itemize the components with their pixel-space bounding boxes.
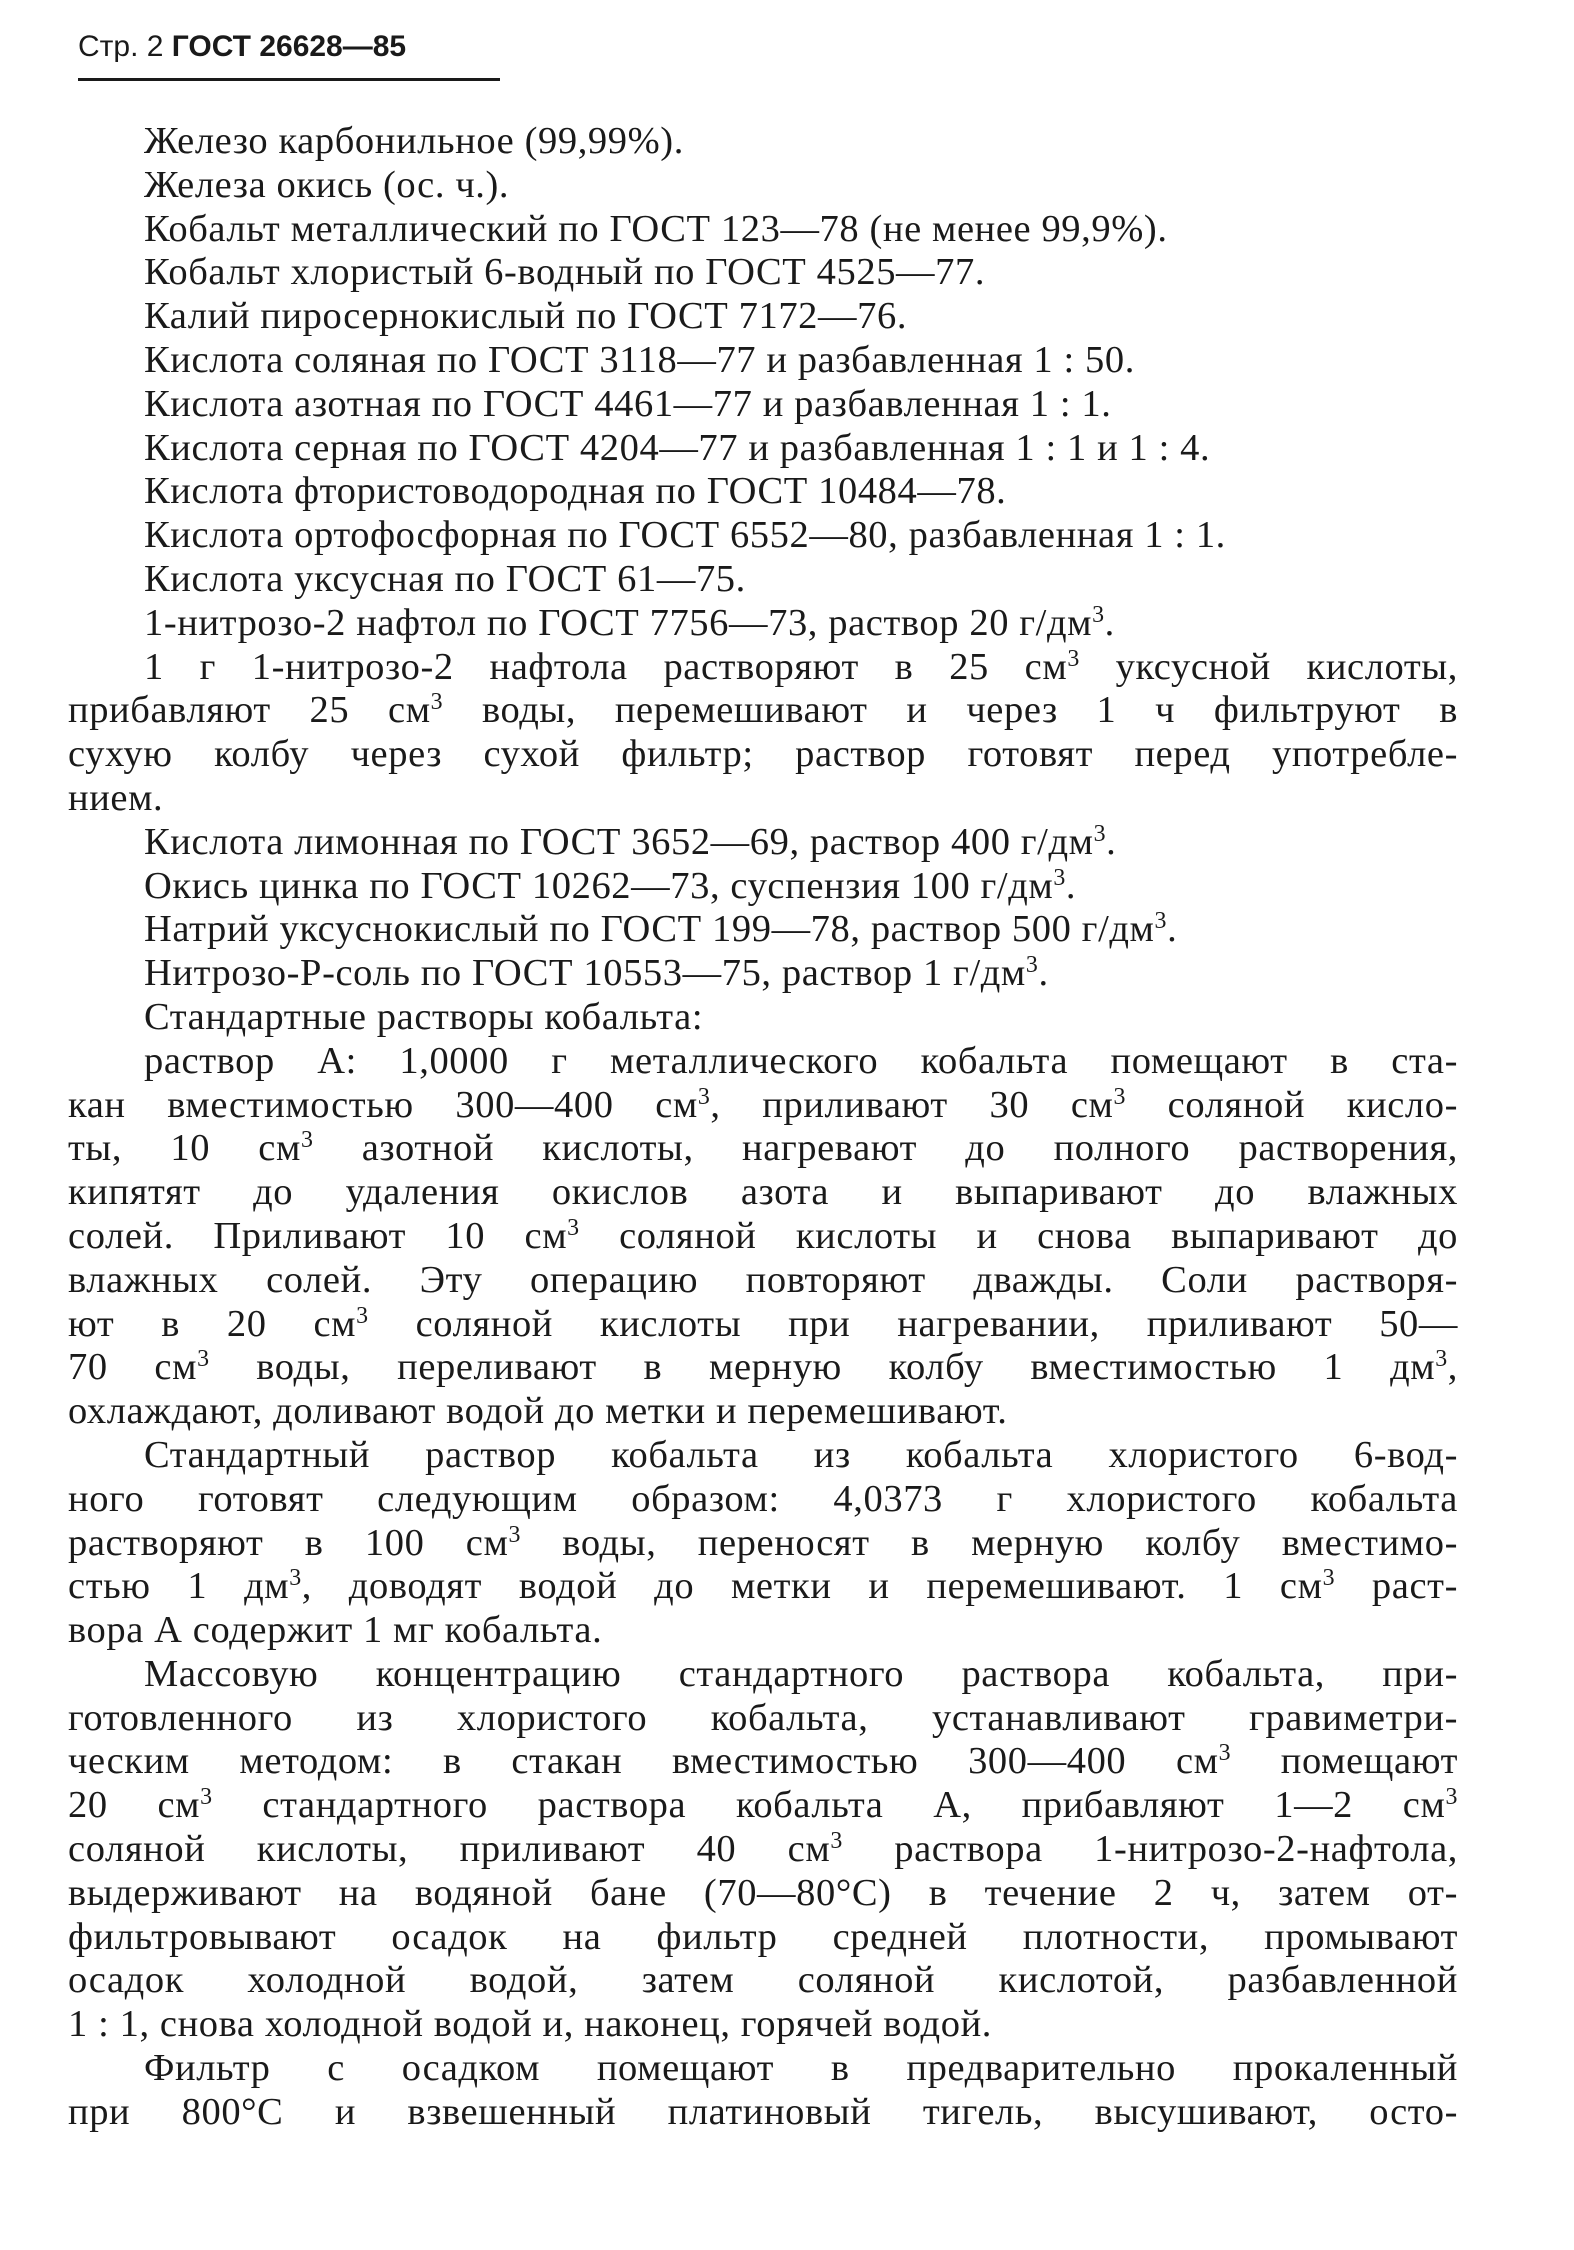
paragraph-line: растворяют в 100 $см^3$ воды, переносят в мерную колбу вместимо- — [68, 1521, 1459, 1564]
paragraph-line: 1 : 1, снова холодной водой и, наконец, горячей водой. — [68, 2003, 993, 2046]
paragraph-line: 70 $см^3$ воды, переливают в мерную колбу вместимостью 1 $дм^3$, — [68, 1346, 1458, 1389]
reagent-line: Нитрозо-Р-соль по ГОСТ 10553—75, раствор 1 $г/дм^3$. — [144, 952, 1049, 995]
paragraph-line: Массовую концентрацию стандартного раствора кобальта, при- — [144, 1652, 1458, 1695]
standard-number: ГОСТ 26628—85 — [171, 30, 407, 63]
reagent-line: Железа окись (ос. ч.). — [144, 163, 510, 206]
paragraph-line: ного готовят следующим образом: 4,0373 г хлористого кобальта — [68, 1477, 1458, 1520]
reagent-line: Железо карбонильное (99,99%). — [144, 120, 684, 162]
paragraph-line: сухую колбу через сухой фильтр; раствор готовят перед употребле- — [68, 733, 1458, 776]
paragraph-line: влажных солей. Эту операцию повторяют дважды. Соли растворя- — [68, 1258, 1458, 1301]
reagent-line: Натрий уксуснокислый по ГОСТ 199—78, раствор 500 $г/дм^3$. — [144, 908, 1178, 951]
paragraph-line: вора А содержит 1 мг кобальта. — [68, 1609, 603, 1652]
paragraph-line: готовленного из хлористого кобальта, устанавливают гравиметри- — [68, 1696, 1458, 1739]
paragraph-line: стью 1 $дм^3$, доводят водой до метки и перемешивают. 1 $см^3$ раст- — [68, 1565, 1458, 1608]
paragraph-line: кан вместимостью 300—400 $см^3$, приливают 30 $см^3$ соляной кисло- — [68, 1083, 1459, 1126]
reagent-line: Кислота фтористоводородная по ГОСТ 10484—78. — [144, 470, 1007, 513]
paragraph-line: 1 г 1-нитрозо-2 нафтола растворяют в 25 $см^3$ уксусной кислоты, — [144, 645, 1458, 688]
reagent-line: Окись цинка по ГОСТ 10262—73, суспензия 100 $г/дм^3$. — [144, 864, 1077, 907]
reagent-line: 1-нитрозо-2 нафтол по ГОСТ 7756—73, раствор 20 $г/дм^3$. — [144, 601, 1115, 644]
paragraph-line: Стандартный раствор кобальта из кобальта хлористого 6-вод- — [144, 1433, 1458, 1476]
paragraph-line: фильтровывают осадок на фильтр средней плотности, промывают — [68, 1915, 1458, 1958]
paragraph-line: 20 $см^3$ стандартного раствора кобальта А, прибавляют 1—2 $см^3$ — [68, 1784, 1458, 1827]
reagent-line: Кислота соляная по ГОСТ 3118—77 и разбавленная 1 : 50. — [144, 338, 1135, 381]
paragraph-line: нием. — [68, 776, 164, 819]
paragraph-line: ческим методом: в стакан вместимостью 300—400 $см^3$ помещают — [68, 1740, 1458, 1783]
reagent-line: Кислота уксусная по ГОСТ 61—75. — [144, 557, 746, 600]
page-number: Стр. 2 — [78, 30, 164, 63]
paragraph-line: охлаждают, доливают водой до метки и перемешивают. — [68, 1390, 1008, 1433]
section-heading: Стандартные растворы кобальта: — [144, 995, 704, 1038]
paragraph-line: раствор А: 1,0000 г металлического кобальта помещают в ста- — [144, 1039, 1458, 1082]
paragraph-line: ты, 10 $см^3$ азотной кислоты, нагревают до полного растворения, — [68, 1127, 1459, 1170]
paragraph-line: Фильтр с осадком помещают в предварительно прокаленный — [144, 2047, 1458, 2090]
paragraph-line: осадок холодной водой, затем соляной кислотой, разбавленной — [68, 1959, 1458, 2002]
paragraph-line: солей. Приливают 10 $см^3$ соляной кислоты и снова выпаривают до — [68, 1214, 1459, 1257]
reagent-line: Кобальт металлический по ГОСТ 123—78 (не менее 99,9%). — [144, 207, 1168, 250]
reagent-line: Кислота лимонная по ГОСТ 3652—69, раствор 400 $г/дм^3$. — [144, 820, 1117, 863]
reagent-line: Кислота азотная по ГОСТ 4461—77 и разбавленная 1 : 1. — [144, 382, 1112, 425]
reagent-line: Кобальт хлористый 6-водный по ГОСТ 4525—77. — [144, 251, 986, 294]
reagent-line: Кислота ортофосфорная по ГОСТ 6552—80, разбавленная 1 : 1. — [144, 514, 1226, 557]
paragraph-line: при 800°С и взвешенный платиновый тигель, высушивают, осто- — [68, 2090, 1458, 2133]
document-body — [68, 120, 1458, 2135]
paragraph-line: кипятят до удаления окислов азота и выпаривают до влажных — [68, 1171, 1458, 1214]
reagent-line: Кислота серная по ГОСТ 4204—77 и разбавленная 1 : 1 и 1 : 4. — [144, 426, 1211, 469]
paragraph-line: прибавляют 25 $см^3$ воды, перемешивают и через 1 ч фильтруют в — [68, 689, 1459, 732]
paragraph-line: выдерживают на водяной бане (70—80°С) в течение 2 ч, затем от- — [68, 1871, 1458, 1914]
reagent-line: Калий пиросернокислый по ГОСТ 7172—76. — [144, 295, 908, 338]
page-header — [78, 22, 500, 81]
paragraph-line: ют в 20 $см^3$ соляной кислоты при нагревании, приливают 50— — [68, 1302, 1458, 1345]
paragraph-line: соляной кислоты, приливают 40 $см^3$ раствора 1-нитрозо-2-нафтола, — [68, 1827, 1459, 1871]
